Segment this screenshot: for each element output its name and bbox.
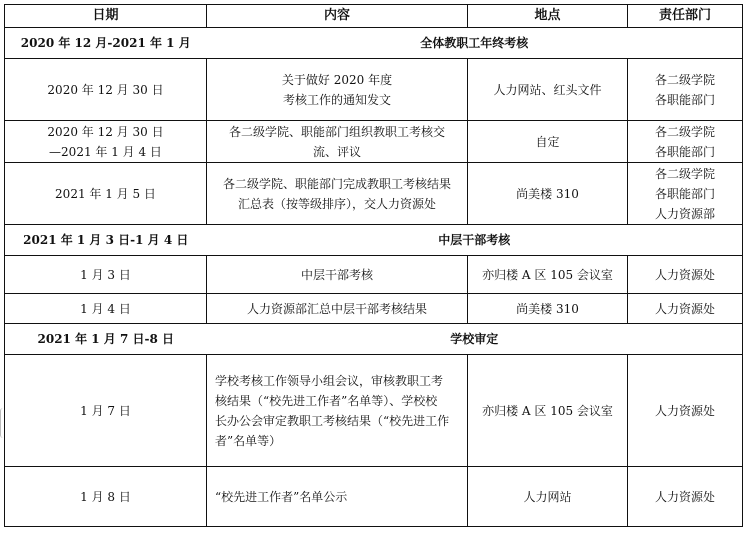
table-row <box>5 355 743 467</box>
row-date-line: 2020 年 12 月 30 日 <box>47 124 164 139</box>
row-dept-line: 各二级学院 <box>654 72 715 87</box>
header-location: 地点 <box>468 5 628 28</box>
row-content-line: 汇总表（按等级排序），交人力资源处 <box>237 196 436 211</box>
row-content <box>207 163 468 225</box>
row-dept: 人力资源处 <box>628 256 743 294</box>
table-header-row <box>5 5 743 28</box>
section-title: 全体教职工年终考核 <box>207 28 743 59</box>
row-content <box>207 59 468 121</box>
table-row <box>5 256 743 294</box>
row-dept-line: 各二级学院 <box>654 166 715 181</box>
row-location: 自定 <box>468 121 628 163</box>
section-date: 2021 年 1 月 7 日-8 日 <box>5 324 207 355</box>
header-dept: 责任部门 <box>628 5 743 28</box>
row-content: “校先进工作者”名单公示 <box>207 467 468 527</box>
row-location: 亦归楼 A 区 105 会议室 <box>468 256 628 294</box>
row-location: 人力网站 <box>468 467 628 527</box>
header-date: 日期 <box>5 5 207 28</box>
row-dept: 人力资源处 <box>628 294 743 324</box>
row-dept: 人力资源处 <box>628 467 743 527</box>
row-location: 尚美楼 310 <box>468 294 628 324</box>
row-date: 1 月 4 日 <box>5 294 207 324</box>
row-location: 尚美楼 310 <box>468 163 628 225</box>
header-content: 内容 <box>207 5 468 28</box>
row-dept-line: 人力资源部 <box>654 206 715 221</box>
section-date: 2020 年 12 月-2021 年 1 月 <box>5 28 207 59</box>
section-header-row <box>5 225 743 256</box>
section-header-row <box>5 324 743 355</box>
row-dept: 人力资源处 <box>628 355 743 467</box>
row-content-line: 流、评议 <box>312 144 361 159</box>
row-location: 亦归楼 A 区 105 会议室 <box>468 355 628 467</box>
row-dept-line: 各职能部门 <box>654 92 715 107</box>
row-content: 人力资源部汇总中层干部考核结果 <box>207 294 468 324</box>
table-row <box>5 294 743 324</box>
table-row <box>5 59 743 121</box>
row-date-line: —2021 年 1 月 4 日 <box>49 144 162 159</box>
row-date-line: 2021 年 1 月 5 日 <box>55 186 156 201</box>
row-content <box>207 355 468 467</box>
row-date: 1 月 3 日 <box>5 256 207 294</box>
section-title: 中层干部考核 <box>207 225 743 256</box>
row-content-line: 考核工作的通知发文 <box>282 92 391 107</box>
row-dept-line: 各职能部门 <box>654 186 715 201</box>
row-date <box>5 59 207 121</box>
row-content: 中层干部考核 <box>207 256 468 294</box>
row-dept <box>628 163 743 225</box>
row-content-line: 长办公会审定教职工考核结果（“校先进工作 <box>215 413 450 428</box>
row-date <box>5 163 207 225</box>
row-content-line: 关于做好 2020 年度 <box>281 72 393 87</box>
row-dept-line: 各二级学院 <box>654 124 715 139</box>
row-date: 1 月 7 日 <box>5 355 207 467</box>
row-content-line: 各二级学院、职能部门完成教职工考核结果 <box>222 176 451 191</box>
row-content-line: 者”名单等） <box>215 433 282 448</box>
section-header-row <box>5 28 743 59</box>
row-date <box>5 121 207 163</box>
section-date: 2021 年 1 月 3 日-1 月 4 日 <box>5 225 207 256</box>
row-dept-line: 各职能部门 <box>654 144 715 159</box>
section-title: 学校审定 <box>207 324 743 355</box>
table-row <box>5 163 743 225</box>
assessment-schedule-table <box>4 4 743 527</box>
row-date-line: 2020 年 12 月 30 日 <box>47 82 164 97</box>
row-content-line: 核结果（“校先进工作者”名单等）、学校校 <box>215 393 438 408</box>
row-location: 人力网站、红头文件 <box>468 59 628 121</box>
row-content <box>207 121 468 163</box>
table-row <box>5 467 743 527</box>
row-content-line: 学校考核工作领导小组会议，审核教职工考 <box>215 373 444 388</box>
row-content-line: 各二级学院、职能部门组织教职工考核交 <box>228 124 445 139</box>
row-dept <box>628 59 743 121</box>
row-date: 1 月 8 日 <box>5 467 207 527</box>
row-dept <box>628 121 743 163</box>
table-row <box>5 121 743 163</box>
